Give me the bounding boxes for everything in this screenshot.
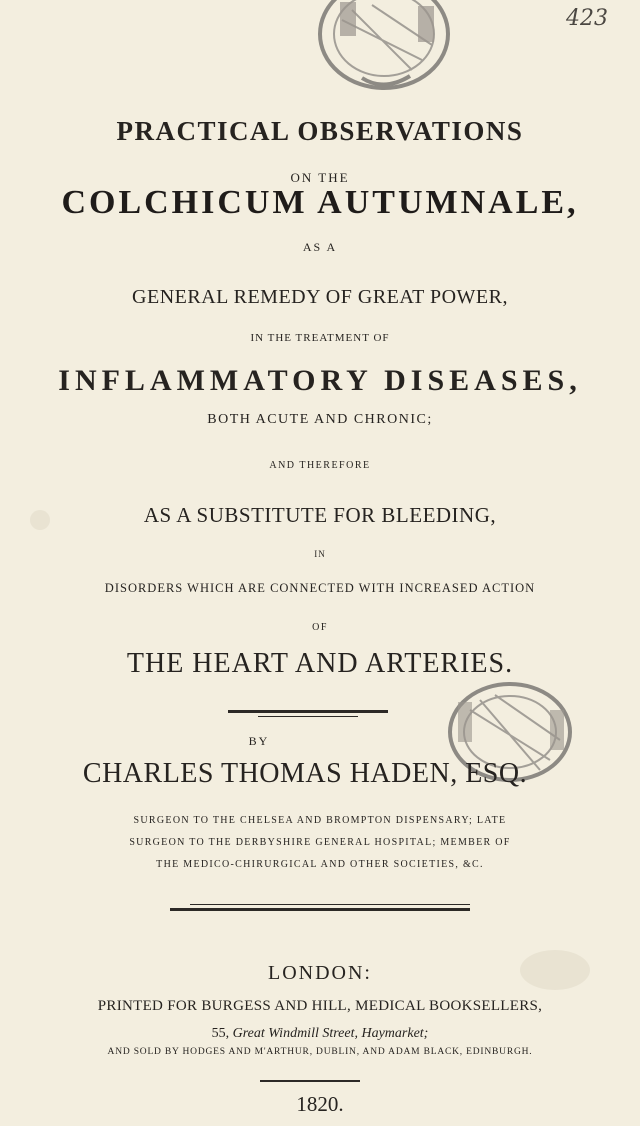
year-rule: [260, 1080, 360, 1082]
substitute-line: AS A SUBSTITUTE FOR BLEEDING,: [143, 503, 497, 527]
and-therefore-line: AND THEREFORE: [269, 460, 371, 471]
of-line: OF: [312, 622, 328, 633]
publisher-address: [0, 1026, 640, 1042]
treatment-line: IN THE TREATMENT OF: [250, 332, 390, 344]
address-street: Great Windmill Street, Haymarket;: [232, 1026, 429, 1041]
in-line: IN: [314, 549, 326, 559]
publication-year: 1820.: [296, 1092, 344, 1116]
disorders-line: DISORDERS WHICH ARE CONNECTED WITH INCREASED ACTION: [104, 581, 536, 595]
diseases-line: INFLAMMATORY DISEASES,: [58, 364, 582, 397]
on-the-line: ON THE: [290, 170, 350, 185]
imprint-rule-upper: [190, 904, 470, 905]
author-credentials-3: THE MEDICO-CHIRURGICAL AND OTHER SOCIETIES, &C.: [156, 859, 484, 870]
library-stamp-top: [312, 0, 460, 92]
imprint-rule-lower: [170, 908, 470, 911]
subject-line: COLCHICUM AUTUMNALE,: [61, 184, 579, 221]
address-number: 55,: [211, 1026, 230, 1041]
shelfmark: 423: [566, 6, 608, 31]
sold-by-line: AND SOLD BY HODGES AND M'ARTHUR, DUBLIN, AND ADAM BLACK, EDINBURGH.: [107, 1047, 533, 1057]
general-remedy-line: GENERAL REMEDY OF GREAT POWER,: [132, 286, 508, 308]
title-rule-lower: [258, 716, 358, 717]
author-credentials-2: SURGEON TO THE DERBYSHIRE GENERAL HOSPITAL; MEMBER OF: [129, 837, 511, 848]
author-name: CHARLES THOMAS HADEN, ESQ.: [82, 758, 528, 789]
title-rule-upper: [228, 710, 388, 713]
as-a-line: AS A: [302, 240, 338, 254]
heart-arteries-line: THE HEART AND ARTERIES.: [126, 648, 514, 679]
book-title: PRACTICAL OBSERVATIONS: [116, 116, 524, 146]
by-line: BY: [248, 734, 270, 748]
author-credentials-1: SURGEON TO THE CHELSEA AND BROMPTON DISPENSARY; LATE: [133, 815, 507, 826]
imprint-city: LONDON:: [268, 962, 372, 984]
printed-for-line: PRINTED FOR BURGESS AND HILL, MEDICAL BOOKSELLERS,: [97, 998, 543, 1014]
acute-chronic-line: BOTH ACUTE AND CHRONIC;: [207, 412, 433, 427]
